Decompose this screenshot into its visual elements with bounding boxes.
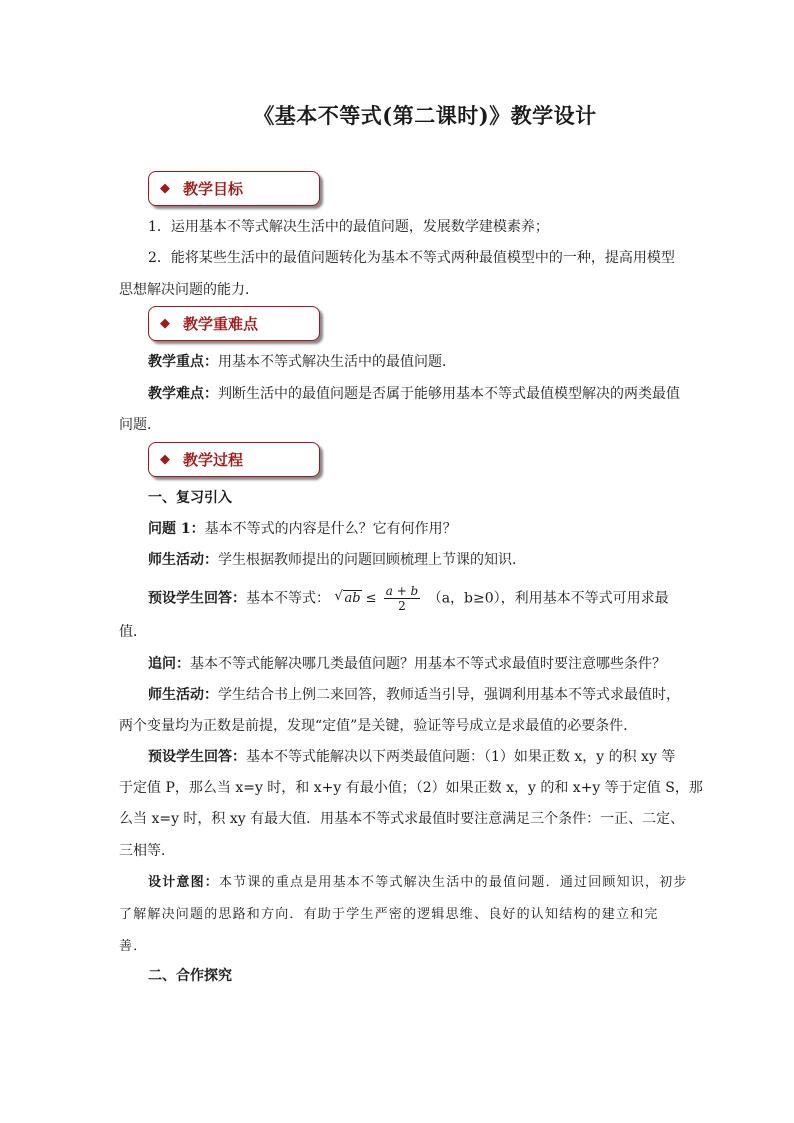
answer-2-line-4: 三相等． [119,843,175,859]
part2-heading: 二、合作探究 [148,968,232,984]
section-header-process [148,442,320,477]
question-1 [148,519,679,539]
answer-2-text-line-1: 基本不等式能解决以下两类最值问题：（1）如果正数 x，y 的积 xy 等 [246,749,676,765]
radical-sign-icon: √ [334,589,343,604]
answer-1-pre: 基本不等式： [246,590,330,607]
answer-2-line-3: 么当 x=y 时，积 xy 有最大值．用基本不等式求最值时要注意满足三个条件：一正、二定、 [119,811,685,827]
focus-paragraph [148,352,679,372]
design-intent-line-2: 了解解决问题的思路和方向．有助于学生严密的逻辑思维、良好的认知结构的建立和完 [119,907,659,922]
answer-1-condition: （a，b≥0），利用基本不等式可用求最 [427,590,669,607]
goal-item-2-line-1: 2．能将某些生活中的最值问题转化为基本不等式两种最值模型中的一种，提高用模型 [148,250,675,266]
inequality-formula [334,584,423,613]
design-intent-line-1 [148,873,688,893]
answer-1-line-2: 值． [119,624,147,640]
document-title: 《基本不等式(第二课时)》教学设计 [253,103,597,128]
section-title-keypoints: 教学重难点 [183,315,259,333]
answer-1 [148,584,679,613]
question-1-label: 问题 1： [148,521,205,537]
fraction-numerator: a + b [385,584,419,598]
difficulty-label: 教学难点： [148,386,218,402]
question-1-text: 基本不等式的内容是什么？它有何作用？ [204,521,457,537]
answer-2-line-2: 于定值 P，那么当 x=y 时，和 x+y 有最小值；（2）如果正数 x，y 的和 x+y 等于定值 S，那 [119,780,703,796]
answer-1-label: 预设学生回答： [148,590,246,607]
goal-item-1: 1．运用基本不等式解决生活中的最值问题，发展数学建模素养； [148,219,549,235]
answer-2-label: 预设学生回答： [148,749,246,765]
section-header-keypoints [148,306,320,341]
design-intent-text-line-1: 本节课的重点是用基本不等式解决生活中的最值问题．通过回顾知识，初步 [219,875,688,890]
activity-1-label: 师生活动： [148,552,218,568]
followup-label: 追问： [148,656,190,672]
followup-question [148,654,679,674]
answer-2-line-1 [148,747,679,767]
activity-2-label: 师生活动： [148,687,218,703]
goal-item-2-line-2: 思想解决问题的能力． [119,282,259,298]
section-header-goals [148,171,320,206]
fraction-denominator: 2 [398,599,406,613]
activity-2-line-1 [148,685,679,705]
activity-1-text: 学生根据教师提出的问题回顾梳理上节课的知识． [218,552,526,568]
focus-label: 教学重点： [148,354,218,370]
difficulty-paragraph [148,384,679,404]
sqrt-expression [334,589,361,609]
section-title-goals: 教学目标 [183,180,244,198]
design-intent-line-3: 善． [119,939,148,954]
section-title-process: 教学过程 [183,451,244,469]
diamond-icon: ◆ [160,181,170,196]
diamond-icon: ◆ [160,316,170,331]
part1-heading: 一、复习引入 [148,490,232,506]
followup-text: 基本不等式能解决哪几类最值问题？用基本不等式求最值时要注意哪些条件？ [190,656,666,672]
activity-2-line-2: 两个变量均为正数是前提，发现“定值”是关键，验证等号成立是求最值的必要条件． [119,718,638,734]
sqrt-radicand: ab [344,591,361,606]
fraction [384,584,421,613]
less-equal-sign: ≤ [365,591,377,606]
diamond-icon: ◆ [160,452,170,467]
difficulty-text-line-2: 问题． [119,417,161,433]
activity-2-text-line-1: 学生结合书上例二来回答，教师适当引导，强调利用基本不等式求最值时， [218,687,680,703]
activity-1 [148,550,679,570]
design-intent-label: 设计意图： [148,875,220,890]
focus-text: 用基本不等式解决生活中的最值问题． [218,354,456,370]
difficulty-text-line-1: 判断生活中的最值问题是否属于能够用基本不等式最值模型解决的两类最值 [218,386,680,402]
